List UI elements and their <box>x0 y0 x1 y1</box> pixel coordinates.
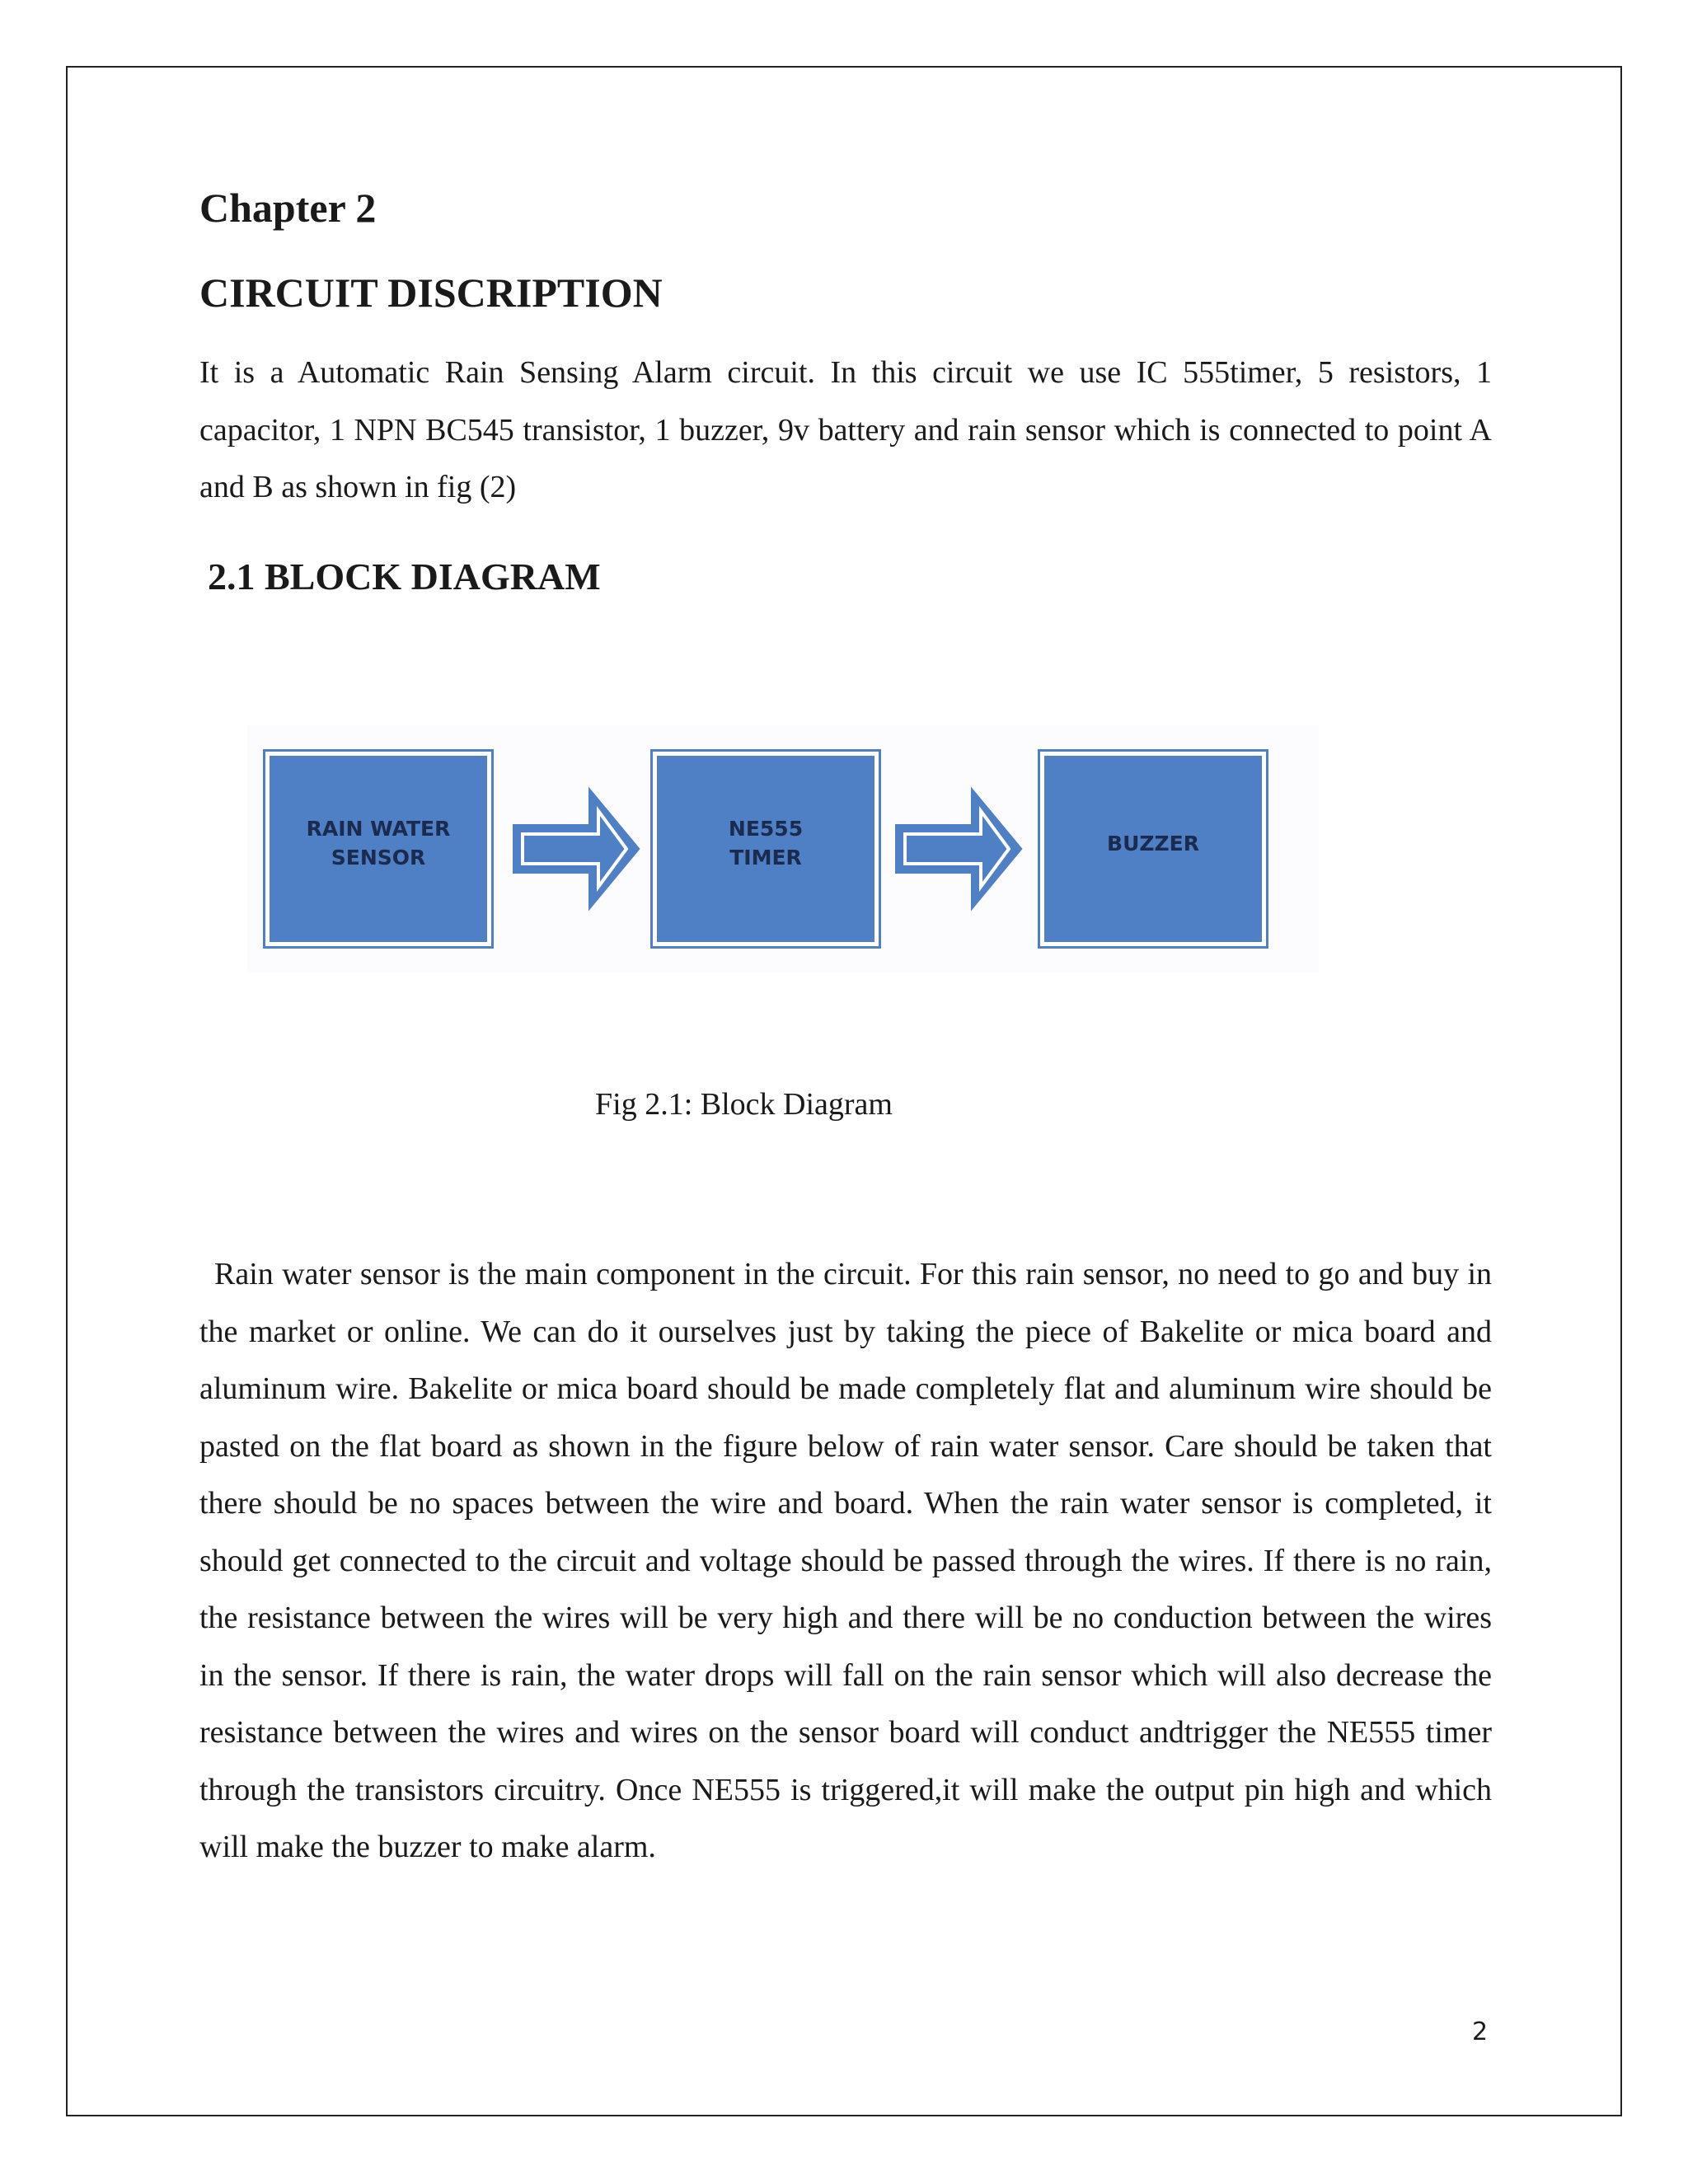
arrow-right-icon <box>511 783 643 915</box>
figure-caption: Fig 2.1: Block Diagram <box>595 1087 893 1122</box>
chapter-title: CIRCUIT DISCRIPTION <box>199 269 663 316</box>
rain-water-sensor-block <box>265 752 491 946</box>
buzzer-block <box>1040 752 1266 946</box>
intro-paragraph: It is a Automatic Rain Sensing Alarm circuit. In this circuit we use IC 555timer, 5 resistors, 1 capacitor, 1 NPN BC545 transistor, 1 buzzer, 9v battery and rain sensor which is connected to point A and B as shown in fig (2) <box>199 355 1492 504</box>
ne555-timer-block <box>653 752 879 946</box>
body-paragraph-text: Rain water sensor is the main component in the circuit. For this rain sensor, no need to go and buy in the market or online. We can do it ourselves just by taking the piece of Bakelite or mica board and aluminum wire. Bakelite or mica board should be made completely flat and aluminum wire should be pasted on the flat board as shown in the figure below of rain water sensor. Care should be taken that there should be no spaces between the wire and board. When the rain water sensor is completed, it should get connected to the circuit and voltage should be passed through the wires. If there is no rain, the resistance between the wires will be very high and there will be no conduction between the wires in the sensor. If there is rain, the water drops will fall on the rain sensor which will also decrease the resistance between the wires and wires on the sensor board will conduct andtrigger the NE555 timer through the transistors circuitry. Once NE555 is triggered,it will make the output pin high and which will make the buzzer to make alarm. <box>199 1257 1492 1864</box>
arrow-right-icon <box>893 783 1025 915</box>
block-diagram <box>247 725 1319 972</box>
page-number: 2 <box>1472 2018 1489 2046</box>
buzzer-label: BUZZER <box>1107 831 1199 855</box>
ne555-timer-label: NE555 TIMER <box>728 817 804 869</box>
rain-water-sensor-label: RAIN WATER SENSOR <box>306 817 451 869</box>
body-paragraph <box>199 1246 1492 1877</box>
chapter-label: Chapter 2 <box>199 185 377 231</box>
section-heading: 2.1 BLOCK DIAGRAM <box>208 555 601 598</box>
